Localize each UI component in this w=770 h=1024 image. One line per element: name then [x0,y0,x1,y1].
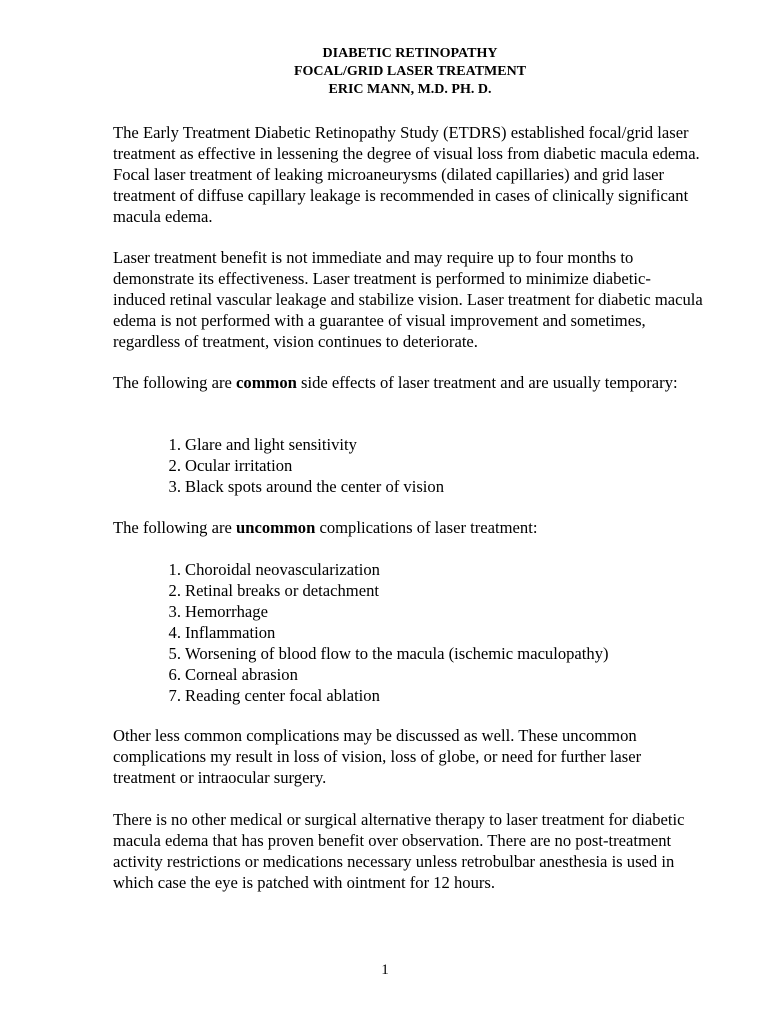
common-intro-post: side effects of laser treatment and are usually temporary: [296,373,678,392]
list-item [113,559,703,580]
list-item-number: 6. [168,665,181,684]
common-intro-pre: The following are [113,373,237,392]
page-number: 1 [381,962,389,978]
list-item [113,601,703,622]
list-item [113,434,703,455]
list-item-text: Reading center focal ablation [185,686,380,705]
list-item-text: Ocular irritation [185,456,293,475]
list-item [113,580,703,601]
paragraph-alternatives: There is no other medical or surgical alternative therapy to laser treatment for diabetic macula edema that has proven benefit over observation. There are no post-treatment activity restrictions or medications necessary unless retrobulbar anesthesia is used in which case the eye is patched with ointment for 12 hours. [113,810,685,892]
list-item-number: 3. [168,602,181,621]
list-item-text: Hemorrhage [185,602,268,621]
header-author: ERIC MANN, M.D. PH. D. [328,82,492,97]
list-item-number: 1. [168,435,181,454]
list-item-number: 2. [168,456,181,475]
list-item-text: Choroidal neovascularization [185,560,380,579]
uncommon-keyword: uncommon [236,518,316,537]
list-item-number: 3. [168,477,181,496]
uncommon-intro-post: complications of laser treatment: [315,518,538,537]
list-item-number: 4. [168,623,181,642]
list-item [113,643,703,664]
list-item-number: 1. [168,560,181,579]
paragraph-common-intro [113,372,703,393]
list-item [113,685,703,706]
document-header [200,45,620,99]
list-item-text: Inflammation [185,623,276,642]
common-side-effects-list [113,434,703,497]
list-item-number: 7. [168,686,181,705]
list-item-text: Worsening of blood flow to the macula (ischemic maculopathy) [185,644,609,663]
paragraph-uncommon-intro [113,517,703,538]
list-item-text: Black spots around the center of vision [185,477,444,496]
list-item [113,664,703,685]
uncommon-complications-list [113,559,703,706]
list-item-number: 2. [168,581,181,600]
list-item [113,622,703,643]
list-item [113,476,703,497]
list-item-text: Corneal abrasion [185,665,298,684]
paragraph-other-complications: Other less common complications may be discussed as well. These uncommon complications my result in loss of vision, loss of globe, or need for further laser treatment or intraocular surgery. [113,726,642,787]
header-subtitle: FOCAL/GRID LASER TREATMENT [293,64,527,79]
list-item-text: Retinal breaks or detachment [185,581,379,600]
header-title: DIABETIC RETINOPATHY [322,46,498,61]
paragraph-etdrs: The Early Treatment Diabetic Retinopathy Study (ETDRS) established focal/grid laser treatment as effective in lessening the degree of visual loss from diabetic macula edema. Focal laser treatment of leaking microaneurysms (dilated capillaries) and grid laser treatment of diffuse capillary leakage is recommended in cases of clinically significant macula edema. [113,123,700,226]
list-item-number: 5. [168,644,181,663]
paragraph-benefit: Laser treatment benefit is not immediate and may require up to four months to demonstrate its effectiveness. Laser treatment is performed to minimize diabetic-induced retinal vascular leakage and stabilize vision. Laser treatment for diabetic macula edema is not performed with a guarantee of visual improvement and sometimes, regardless of treatment, vision continues to deteriorate. [113,248,703,351]
uncommon-intro-pre: The following are [113,518,237,537]
list-item-text: Glare and light sensitivity [185,435,357,454]
list-item [113,455,703,476]
common-keyword: common [236,373,297,392]
